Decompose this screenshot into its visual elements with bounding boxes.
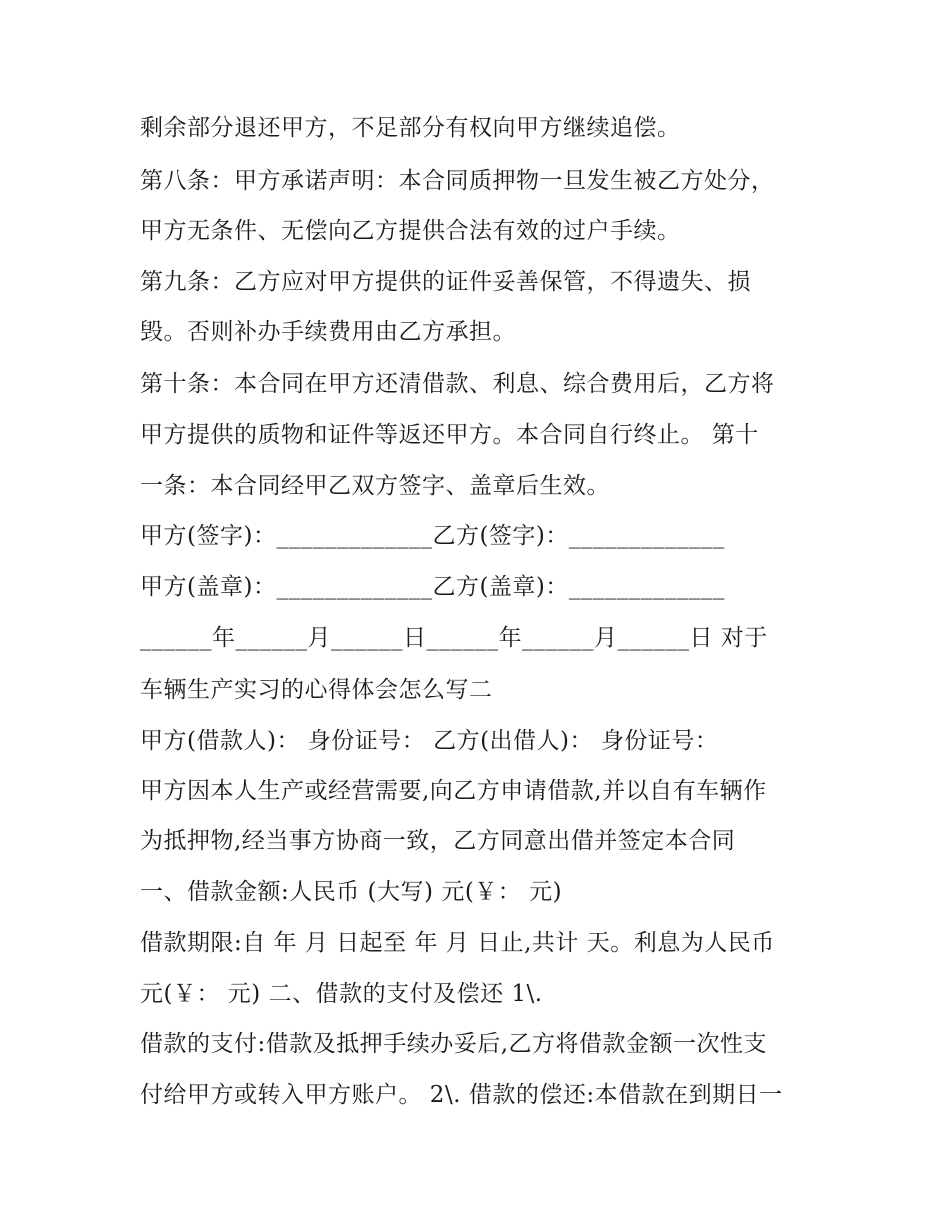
text-line: 第八条：甲方承诺声明：本合同质押物一旦发生被乙方处分， — [140, 168, 775, 194]
text-line: 为抵押物,经当事方协商一致，乙方同意出借并签定本合同 — [140, 828, 736, 854]
text-line: 甲方因本人生产或经营需要,向乙方申请借款,并以自有车辆作 — [140, 778, 767, 804]
signature-line: 甲方(签字)：_____________乙方(签字)：_____________ — [140, 523, 725, 549]
party-info-line: 甲方(借款人)： 身份证号： 乙方(出借人)： 身份证号： — [140, 728, 719, 754]
text-line: 第十条：本合同在甲方还清借款、利息、综合费用后，乙方将 — [140, 371, 775, 397]
text-line: 一条：本合同经甲乙双方签字、盖章后生效。 — [140, 473, 610, 499]
text-line: 甲方提供的质物和证件等返还甲方。本合同自行终止。 第十 — [140, 422, 759, 448]
text-line: 甲方无条件、无偿向乙方提供合法有效的过户手续。 — [140, 218, 681, 244]
date-line: ______年______月______日______年______月______日 对于 — [140, 625, 768, 651]
text-line: 一、借款金额:人民币 (大写) 元(￥： 元) — [140, 879, 563, 905]
text-line: 毁。否则补办手续费用由乙方承担。 — [140, 319, 516, 345]
text-line: 借款的支付:借款及抵押手续办妥后,乙方将借款金额一次性支 — [140, 1031, 768, 1057]
text-line: 元(￥： 元) 二、借款的支付及偿还 1\. — [140, 981, 543, 1007]
text-line: 借款期限:自 年 月 日起至 年 月 日止,共计 天。利息为人民币 — [140, 930, 775, 956]
text-line: 付给甲方或转入甲方账户。 2\. 借款的偿还:本借款在到期日一 — [140, 1082, 783, 1108]
section-title: 车辆生产实习的心得体会怎么写二 — [140, 677, 493, 703]
text-line: 第九条：乙方应对甲方提供的证件妥善保管，不得遗失、损 — [140, 269, 751, 295]
text-line: 剩余部分退还甲方，不足部分有权向甲方继续追偿。 — [140, 115, 681, 141]
seal-line: 甲方(盖章)：_____________乙方(盖章)：_____________ — [140, 574, 725, 600]
